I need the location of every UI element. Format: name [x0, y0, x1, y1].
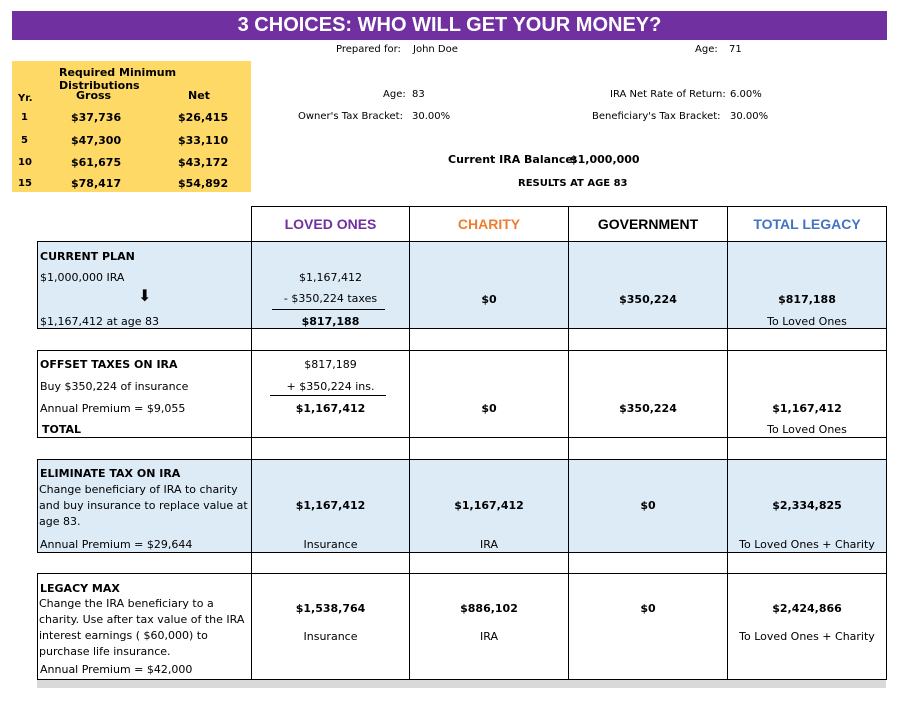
offset-loved-a: $817,189 — [304, 358, 357, 371]
rmd-yr: 1 — [21, 112, 28, 123]
eliminate-charity-note: IRA — [480, 538, 498, 551]
rmd-col-net: Net — [188, 89, 210, 102]
beneficiary-bracket-value: 30.00% — [730, 111, 769, 122]
beneficiary-bracket-label: Beneficiary's Tax Bracket: — [592, 111, 721, 122]
rmd-table — [12, 61, 251, 192]
offset-line3: TOTAL — [42, 423, 82, 436]
rmd-col-yr: Yr. — [18, 93, 33, 104]
legacy-title: LEGACY MAX — [40, 582, 120, 595]
results-label: RESULTS AT AGE 83 — [518, 178, 628, 189]
age-label: Age: — [695, 44, 718, 55]
eliminate-title: ELIMINATE TAX ON IRA — [40, 467, 181, 480]
current-loved-a: $1,167,412 — [299, 271, 362, 284]
offset-line1: Buy $350,224 of insurance — [40, 380, 189, 393]
rmd-net: $54,892 — [178, 177, 229, 190]
header-total-legacy: TOTAL LEGACY — [753, 216, 861, 232]
rmd-net: $26,415 — [178, 111, 229, 124]
rmd-yr: 10 — [18, 157, 32, 168]
legacy-loved-note: Insurance — [303, 630, 358, 643]
legacy-total-note: To Loved Ones + Charity — [739, 630, 875, 643]
eliminate-loved-note: Insurance — [303, 538, 358, 551]
offset-line2: Annual Premium = $9,055 — [40, 402, 186, 415]
rmd-net: $33,110 — [178, 134, 229, 147]
offset-title: OFFSET TAXES ON IRA — [40, 358, 178, 371]
eliminate-government: $0 — [640, 499, 656, 512]
current-plan-line1: $1,000,000 IRA — [40, 271, 125, 284]
down-arrow-icon: ⬇ — [138, 286, 152, 305]
age-value: 71 — [729, 44, 742, 55]
eliminate-premium: Annual Premium = $29,644 — [40, 538, 193, 551]
age2-label: Age: — [383, 89, 406, 100]
header-charity: CHARITY — [457, 216, 521, 232]
legacy-loved: $1,538,764 — [295, 602, 366, 615]
offset-total: $1,167,412 — [772, 402, 842, 415]
current-plan-title: CURRENT PLAN — [40, 250, 135, 263]
legacy-government: $0 — [640, 602, 656, 615]
eliminate-charity: $1,167,412 — [454, 499, 524, 512]
eliminate-total-note: To Loved Ones + Charity — [739, 538, 875, 551]
legacy-charity-note: IRA — [480, 630, 498, 643]
age2-value: 83 — [412, 89, 425, 100]
eliminate-desc: Change beneficiary of IRA to charity and buy insurance to replace value at age 83. — [39, 483, 248, 528]
balance-label: Current IRA Balance: — [448, 153, 578, 166]
current-total: $817,188 — [778, 293, 836, 306]
prepared-for-value: John Doe — [413, 44, 458, 55]
offset-loved-b: + $350,224 ins. — [286, 380, 375, 393]
rmd-net: $43,172 — [178, 156, 229, 169]
header-government: GOVERNMENT — [597, 216, 699, 232]
ira-rate-value: 6.00% — [730, 89, 762, 100]
offset-loved-c: $1,167,412 — [295, 402, 366, 415]
rmd-gross: $61,675 — [71, 156, 122, 169]
rmd-yr: 5 — [21, 135, 28, 146]
prepared-for-label: Prepared for: — [336, 44, 401, 55]
current-government: $350,224 — [619, 293, 677, 306]
page-title: 3 CHOICES: WHO WILL GET YOUR MONEY? — [12, 11, 887, 40]
legacy-total: $2,424,866 — [772, 602, 842, 615]
rmd-gross: $78,417 — [71, 177, 122, 190]
owner-bracket-label: Owner's Tax Bracket: — [298, 111, 403, 122]
current-charity: $0 — [481, 293, 497, 306]
current-total-note: To Loved Ones — [767, 315, 847, 328]
current-loved-c: $817,188 — [301, 315, 360, 328]
rmd-col-gross: Gross — [76, 89, 112, 102]
offset-charity: $0 — [481, 402, 497, 415]
rmd-yr: 15 — [18, 178, 32, 189]
rmd-title: Required Minimum Distributions — [59, 66, 177, 92]
rmd-gross: $47,300 — [71, 134, 122, 147]
header-loved-ones: LOVED ONES — [284, 216, 377, 232]
legacy-premium: Annual Premium = $42,000 — [40, 663, 193, 676]
offset-government: $350,224 — [619, 402, 677, 415]
eliminate-loved: $1,167,412 — [295, 499, 366, 512]
eliminate-total: $2,334,825 — [772, 499, 842, 512]
legacy-desc: Change the IRA beneficiary to a charity. Use after tax value of the IRA interest earnings ( $60,000) to purchase life insurance. — [39, 597, 245, 658]
balance-value: $1,000,000 — [570, 153, 640, 166]
legacy-charity: $886,102 — [460, 602, 518, 615]
current-loved-b: - $350,224 taxes — [283, 292, 378, 305]
offset-total-note: To Loved Ones — [767, 423, 847, 436]
owner-bracket-value: 30.00% — [412, 111, 451, 122]
rmd-gross: $37,736 — [71, 111, 122, 124]
ira-rate-label: IRA Net Rate of Return: — [610, 89, 726, 100]
table-footer-bar — [37, 679, 886, 688]
current-plan-line3: $1,167,412 at age 83 — [40, 315, 160, 328]
